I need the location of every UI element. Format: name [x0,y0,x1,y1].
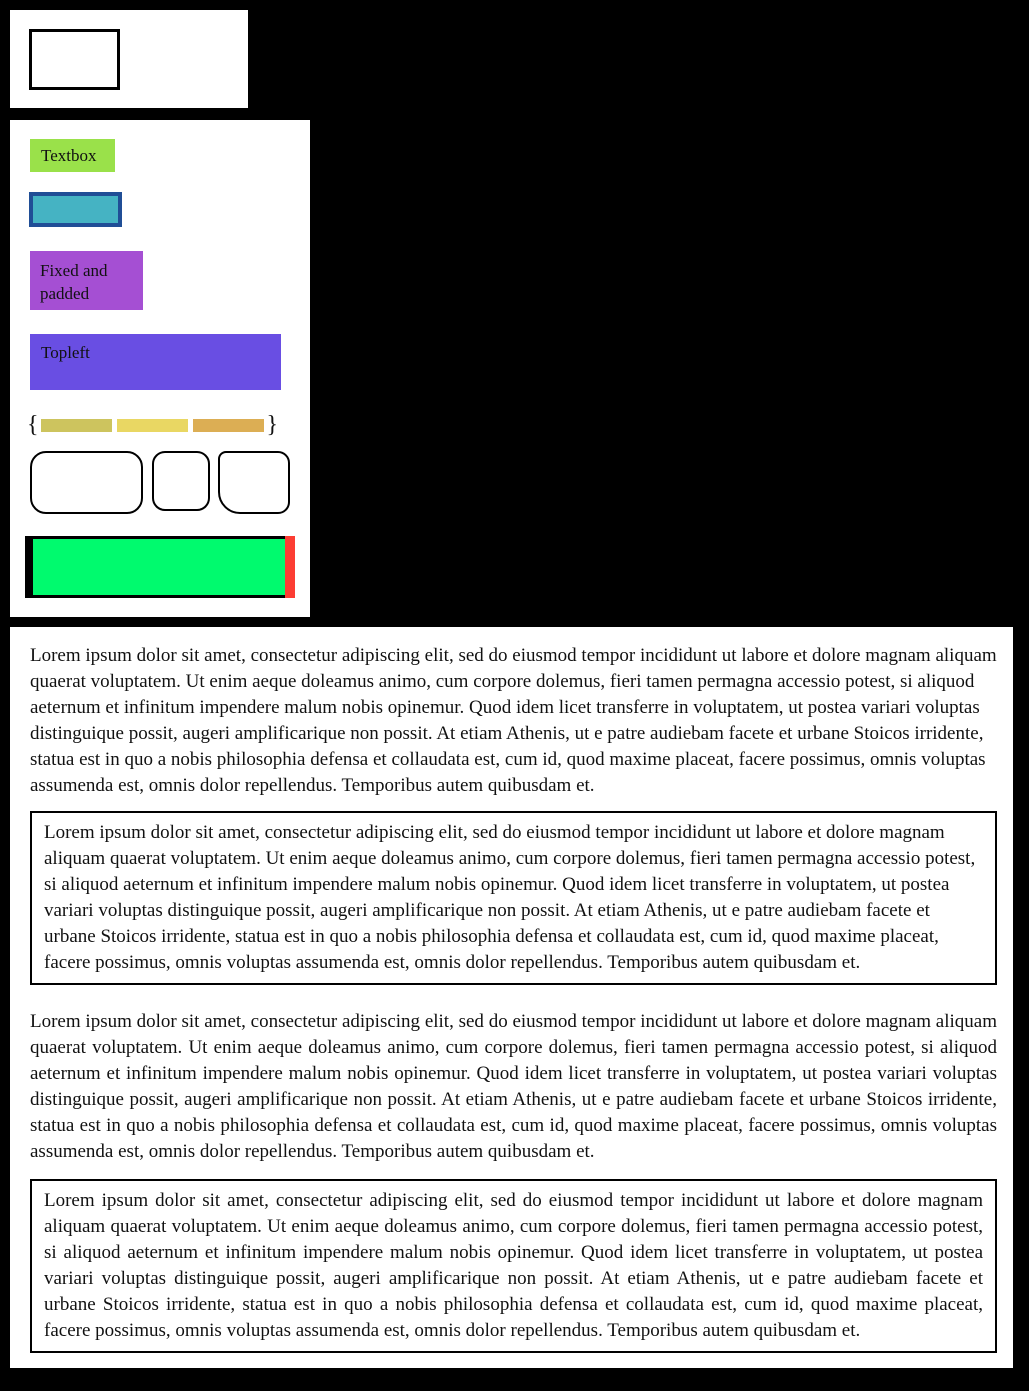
gold-bar-2 [117,419,188,432]
progress-remainder [285,536,295,598]
spacer [30,1165,997,1179]
gold-bar-3 [193,419,264,432]
paragraph-boxed: Lorem ipsum dolor sit amet, consectetur adipiscing elit, sed do eiusmod tempor incididunt ut labore et dolore magnam aliquam quaerat voluptatem. Ut enim aeque doleamus animo, cum corpore dolemus, fieri tamen permagna accessio potest, si aliquod aeternum et infinitum impendere malum nobis opinemur. Quod idem licet transferre in voluptatem, ut postea variari voluptas distinguique possit, augeri amplificarique non possit. At etiam Athenis, ut e patre audiebam facete et urbane Stoicos irridente, statua est in quo a nobis philosophia defensa et collaudata est, cum id, quod maxime placeat, facere possimus, omnis voluptas assumenda est, omnis dolor repellendus. Temporibus autem quibusdam et. [44,822,976,973]
paragraph-plain: Lorem ipsum dolor sit amet, consectetur adipiscing elit, sed do eiusmod tempor incididunt ut labore et dolore magnam aliquam quaerat voluptatem. Ut enim aeque doleamus animo, cum corpore dolemus, fieri tamen permagna accessio potest, si aliquod aeternum et infinitum impendere malum nobis opinemur. Quod idem licet transferre in voluptatem, ut postea variari voluptas distinguique possit, augeri amplificarique non possit. At etiam Athenis, ut e patre audiebam facete et urbane Stoicos irridente, statua est in quo a nobis philosophia defensa et collaudata est, cum id, quod maxime placeat, facere possimus, omnis voluptas assumenda est, omnis dolor repellendus. Temporibus autem quibusdam et. [30,645,997,796]
top-left-panel [10,10,248,108]
paragraph-justified: Lorem ipsum dolor sit amet, consectetur adipiscing elit, sed do eiusmod tempor incididunt ut labore et dolore magnam aliquam quaerat voluptatem. Ut enim aeque doleamus animo, cum corpore dolemus, fieri tamen permagna accessio potest, si aliquod aeternum et infinitum impendere malum nobis opinemur. Quod idem licet transferre in voluptatem, ut postea variari voluptas distinguique possit, augeri amplificarique non possit. At etiam Athenis, ut e patre audiebam facete et urbane Stoicos irridente, statua est in quo a nobis philosophia defensa et collaudata est, cum id, quod maxime placeat, facere possimus, omnis voluptas assumenda est, omnis dolor repellendus. Temporibus autem quibusdam et. [30,1011,997,1162]
progress-bar[interactable] [25,536,295,598]
rounded-rect-1 [30,451,143,514]
rounded-rect-2 [152,451,210,511]
rounded-rect-row [30,451,292,515]
fixed-padded-box: Fixed and padded [30,251,143,310]
paragraph-frame-2 [30,1179,997,1353]
topleft-box: Topleft [30,334,281,390]
paragraph-boxed-justified: Lorem ipsum dolor sit amet, consectetur adipiscing elit, sed do eiusmod tempor incididunt ut labore et dolore magnam aliquam quaerat voluptatem. Ut enim aeque doleamus animo, cum corpore dolemus, fieri tamen permagna accessio potest, si aliquod aeternum et infinitum impendere malum nobis opinemur. Quod idem licet transferre in voluptatem, ut postea variari voluptas distinguique possit, augeri amplificarique non possit. At etiam Athenis, ut e patre audiebam facete et urbane Stoicos irridente, statua est in quo a nobis philosophia defensa et collaudata est, cum id, quod maxime placeat, facere possimus, omnis voluptas assumenda est, omnis dolor repellendus. Temporibus autem quibusdam et. [44,1190,983,1341]
teal-input-box[interactable] [29,192,122,227]
paragraph-frame-1 [30,811,997,985]
progress-fill [33,536,285,598]
widgets-panel [10,120,310,617]
spacer [30,985,997,1009]
rounded-rect-3 [218,451,290,514]
brace-bar-row [27,410,293,440]
document-panel [10,627,1013,1368]
empty-bordered-rect [29,29,120,90]
textbox-widget[interactable]: Textbox [30,139,115,172]
gold-bar-1 [41,419,112,432]
progress-track-start [25,536,33,598]
open-brace: { [27,412,39,438]
close-brace: } [266,412,279,438]
